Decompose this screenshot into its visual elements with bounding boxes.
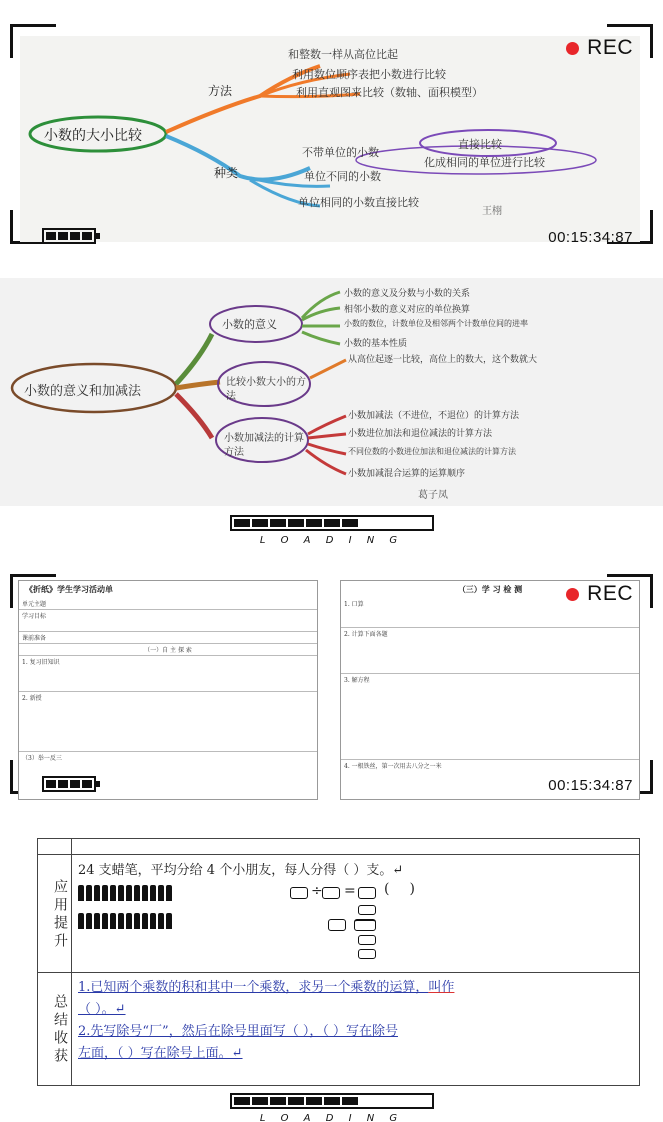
worksheet-left-title: 《折纸》学生学习活动单 <box>25 584 113 594</box>
mindmap1-kind-item: 单位相同的小数直接比较 <box>298 196 419 209</box>
mindmap2-signature: 葛子凤 <box>418 490 448 501</box>
apply-body <box>72 855 639 972</box>
mindmap2-center: 小数的意义和加减法 <box>24 384 142 399</box>
summary-body <box>72 973 639 1085</box>
mindmap-panel-2 <box>0 278 663 508</box>
mindmap-photo-1 <box>20 36 640 242</box>
worksheet-row: 2. 新授 <box>19 692 317 752</box>
mindmap1-method-item: 利用数位顺序表把小数进行比较 <box>292 68 446 81</box>
worksheet-row: 2. 计算下面各题 <box>341 628 639 674</box>
mindmap1-kind-item: 单位不同的小数 <box>304 170 381 183</box>
mindmap2-branch3-item: 小数加减混合运算的运算顺序 <box>348 469 466 479</box>
worksheet-row: 学习目标 <box>19 610 317 632</box>
loading-indicator-2 <box>0 1090 663 1122</box>
mindmap1-branch-method: 方法 <box>208 84 233 98</box>
apply-text: 24 支蜡笔，平均分给 4 个小朋友，每人分得（ ）支。↵ <box>78 863 404 878</box>
apply-head: 应用提升 <box>38 855 72 972</box>
crayons-row-1 <box>78 885 174 905</box>
mindmap1-kind-note: 直接比较 <box>458 138 502 151</box>
worksheet-row: （3）举一反三 <box>22 755 62 762</box>
record-dot-icon <box>566 588 579 601</box>
rec-label: REC <box>587 36 633 59</box>
crayons-row-2 <box>78 913 174 933</box>
mindmap1-branch-kind: 种类 <box>214 166 239 180</box>
worksheet-row: 3. 解方程 <box>341 674 639 760</box>
worksheet-right-page <box>340 580 640 800</box>
worksheet-row: （一）自 主 探 索 <box>19 644 317 656</box>
worksheet-row: 1. 口算 <box>341 598 639 628</box>
battery-icon <box>42 776 96 792</box>
rec-indicator <box>566 36 633 60</box>
worksheet-right-title: （三）学 习 检 测 <box>457 584 523 594</box>
mindmap1-signature: 王栩 <box>482 206 502 217</box>
division-equation: ÷ = () <box>290 881 490 965</box>
summary-line-2: 2.先写除号“厂”，然后在除号里面写（ ），（ ）写在除号 <box>78 1024 398 1039</box>
mindmap1-method-item: 利用直观图来比较（数轴、面积模型） <box>296 86 483 99</box>
battery-icon <box>42 228 96 244</box>
loading-label: L O A D I N G <box>259 1113 404 1122</box>
mindmap2-branch: 比较小数大小的方法 <box>226 377 306 402</box>
mindmap2-branch: 小数加减法的计算方法 <box>224 433 304 458</box>
worksheet-row: 单元主题 <box>19 598 317 610</box>
mindmap1-method-item: 和整数一样从高位比起 <box>288 48 398 61</box>
worksheet-row: 课前准备 <box>19 632 317 644</box>
lesson-table <box>37 838 640 1086</box>
recording-frame-2 <box>0 560 663 808</box>
mindmap2-branch: 小数的意义 <box>222 318 277 331</box>
worksheet-left-page <box>18 580 318 800</box>
recording-timestamp: 00:15:34:87 <box>548 229 633 246</box>
loading-indicator-1 <box>0 512 663 546</box>
recording-timestamp: 00:15:34:87 <box>548 777 633 794</box>
mindmap2-branch2-item: 从高位起逐一比较，高位上的数大，这个数就大 <box>348 355 538 365</box>
table-row-summary <box>38 973 639 1085</box>
table-row-apply <box>38 855 639 973</box>
mindmap2-branch1-item: 相邻小数的意义对应的单位换算 <box>344 305 471 315</box>
summary-head: 总结收获 <box>38 973 72 1085</box>
mindmap2-branch3-item: 不同位数的小数进位加法和退位减法的计算方法 <box>348 447 516 456</box>
loading-label: L O A D I N G <box>259 535 404 546</box>
mindmap2-branch1-item: 小数的数位，计数单位及相邻两个计数单位间的进率 <box>344 319 528 328</box>
record-dot-icon <box>566 42 579 55</box>
mindmap2-branch1-item: 小数的基本性质 <box>344 339 408 349</box>
loading-progress-bar <box>230 1093 434 1109</box>
loading-progress-bar <box>230 515 434 531</box>
mindmap-photo-2 <box>0 278 663 506</box>
mindmap1-center: 小数的大小比较 <box>44 128 142 144</box>
summary-line-1-cont: （ ）。↵ <box>78 1002 126 1017</box>
worksheet-row: 4. 一根铁丝，第一次用去八分之一米 <box>344 763 442 770</box>
summary-line-1: 1.已知两个乘数的积和其中一个乘数，求另一个乘数的运算，叫作 <box>78 980 455 995</box>
table-row <box>38 839 639 855</box>
mindmap2-branch3-item: 小数进位加法和退位减法的计算方法 <box>348 429 493 439</box>
summary-line-2-cont: 左面，（ ）写在除号上面。↵ <box>78 1046 243 1061</box>
rec-label: REC <box>587 582 633 605</box>
mindmap2-branch3-item: 小数加减法（不进位，不退位）的计算方法 <box>348 411 520 421</box>
rec-indicator <box>566 582 633 606</box>
mindmap1-kind-item: 不带单位的小数 <box>302 146 379 159</box>
recording-frame-1 <box>0 0 663 258</box>
mindmap2-branch1-item: 小数的意义及分数与小数的关系 <box>344 289 471 299</box>
mindmap1-kind-note: 化成相同的单位进行比较 <box>424 156 545 169</box>
worksheet-row: 1. 复习旧知识 <box>19 656 317 692</box>
